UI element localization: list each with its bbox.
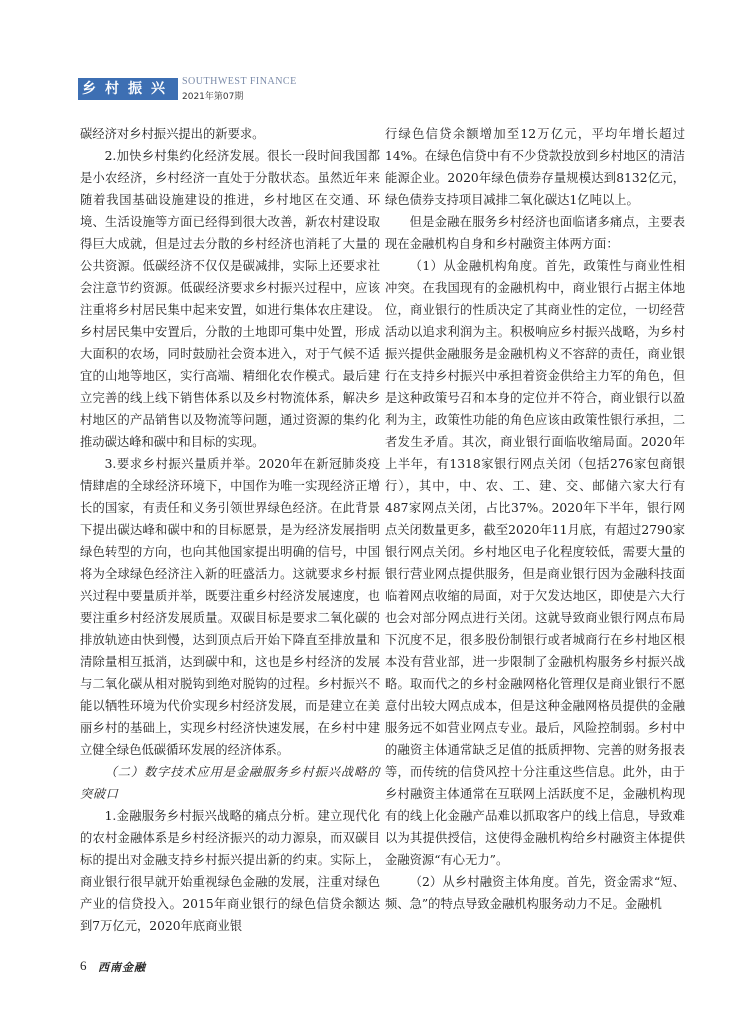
paragraph: 碳经济对乡村振兴提出的新要求。 (80, 127, 265, 141)
paragraph: （1）从金融机构角度。首先，政策性与商业性相冲突。在我国现有的金融机构中，商业银行占据主体地位，商业银行的性质决定了其商业性的定位，一切经营活动以追求利润为主。积极响应乡村振兴战略，为乡村振兴提供金融服务是金融机构义不容辞的责任，商业银行在支持乡村振兴中承担着资金供给主力军的角色，但是这种政策号召和本身的定位并不符合，商业银行以盈利为主，政策性功能的角色应该由政策性银行承担，二者发生矛盾。其次，商业银行面临收缩局面。2020年上半年，有1318家银行网点关闭（包括276家包商银行），其中，中、农、工、建、交、邮储六家大行有487家网点关闭，占比37%。2020年下半年，银行网点关闭数量更多，截至2020年11月底，有超过2790家银行网点关闭。乡村地区电子化程度较低，需要大量的银行营业网点提供服务，但是商业银行因为金融科技面临着网点收缩的局面，对于欠发达地区，即使是六大行也会对部分网点进行关闭。这就导致商业银行网点布局下沉度不足，很多股份制银行或者城商行在乡村地区根本没有营业部，进一步限制了金融机构服务乡村振兴战略。取而代之的乡村金融网格化管理仅是商业银行不愿意付出较大网点成本，但是这种金融网格员提供的金融服务远不如营业网点专业。最后，风险控制弱。乡村中的融资主体通常缺乏足值的抵质押物、完善的财务报表等，而传统的信贷风控十分注重这些信息。此外，由于乡村融资主体通常在互联网上活跃度不足，金融机构现有的线上化金融产品难以抓取客户的线上信息，导致难以为其提供授信，这使得金融机构给乡村融资主体提供金融资源“有心无力”。 (385, 259, 685, 867)
page-header (78, 74, 338, 102)
paragraph: 2.加快乡村集约化经济发展。很长一段时间我国都是小农经济，乡村经济一直处于分散状态。虽然近年来随着我国基础设施建设的推进，乡村地区在交通、环境、生活设施等方面已经得到很大改善，新农村建设取得巨大成就，但是过去分散的乡村经济也消耗了大量的公共资源。低碳经济不仅仅是碳减排，实际上还要求社会注意节约资源。低碳经济要求乡村振兴过程中，应该注重将乡村居民集中起来安置，如进行集体农庄建设。乡村居民集中安置后，分散的土地即可集中处置，形成大面积的农场，同时鼓励社会资本进入，对于气候不适宜的山地等地区，实行高端、精细化农作模式。最后建立完善的线上线下销售体系以及乡村物流体系，解决乡村地区的产品销售以及物流等问题，通过资源的集约化推动碳达峰和碳中和目标的实现。 (80, 149, 380, 449)
section-title: 乡村振兴 (78, 78, 178, 100)
page-footer (80, 958, 280, 978)
magazine-name-english: SOUTHWEST FINANCE (182, 76, 297, 87)
paragraph: 行绿色信贷余额增加至12万亿元，平均年增长超过14%。在绿色信贷中有不少贷款投放到乡村地区的清洁能源企业。2020年绿色债券存量规模达到8132亿元，绿色债券支持项目减排二氧化碳达1亿吨以上。 (385, 127, 685, 207)
paragraph: （2）从乡村融资主体角度。首先，资金需求“短、频、急”的特点导致金融机构服务动力不足。金融机 (385, 875, 685, 911)
paragraph: 但是金融在服务乡村经济也面临诸多痛点，主要表现在金融机构自身和乡村融资主体两方面： (385, 215, 685, 251)
paragraph: 1.金融服务乡村振兴战略的痛点分析。建立现代化的农村金融体系是乡村经济振兴的动力源泉，而双碳目标的提出对金融支持乡村振兴提出新的约束。实际上，商业银行很早就开始重视绿色金融的发展，注重对绿色产业的信贷投入。2015年商业银行的绿色信贷余额达到7万亿元，2020年底商业银 (80, 809, 380, 933)
magazine-logo-text: 西南金融 (98, 961, 146, 974)
page-number: 6 (80, 958, 87, 973)
paragraph: 3.要求乡村振兴量质并举。2020年在新冠肺炎疫情肆虐的全球经济环境下，中国作为唯一实现经济正增长的国家，有责任和义务引领世界绿色经济。在此背景下提出碳达峰和碳中和的目标愿景，是为经济发展指明绿色转型的方向，也向其他国家提出明确的信号，中国将为全球绿色经济注入新的旺盛活力。这就要求乡村振兴过程中要量质并举，既要注重乡村经济发展速度，也要注重乡村经济发展质量。双碳目标是要求二氧化碳的排放轨迹由快到慢，达到顶点后开始下降直至排放量和清除量相互抵消，达到碳中和，这也是乡村经济的发展与二氧化碳从相对脱钩到绝对脱钩的过程。乡村振兴不能以牺牲环境为代价实现乡村经济发展，而是建立在美丽乡村的基础上，实现乡村经济快速发展，在乡村中建立健全绿色低碳循环发展的经济体系。 (80, 457, 380, 757)
issue-number: 2021年第07期 (182, 92, 244, 102)
right-column (385, 123, 685, 915)
left-column (80, 123, 380, 937)
subsection-heading: （二）数字技术应用是金融服务乡村振兴战略的突破口 (80, 765, 380, 801)
